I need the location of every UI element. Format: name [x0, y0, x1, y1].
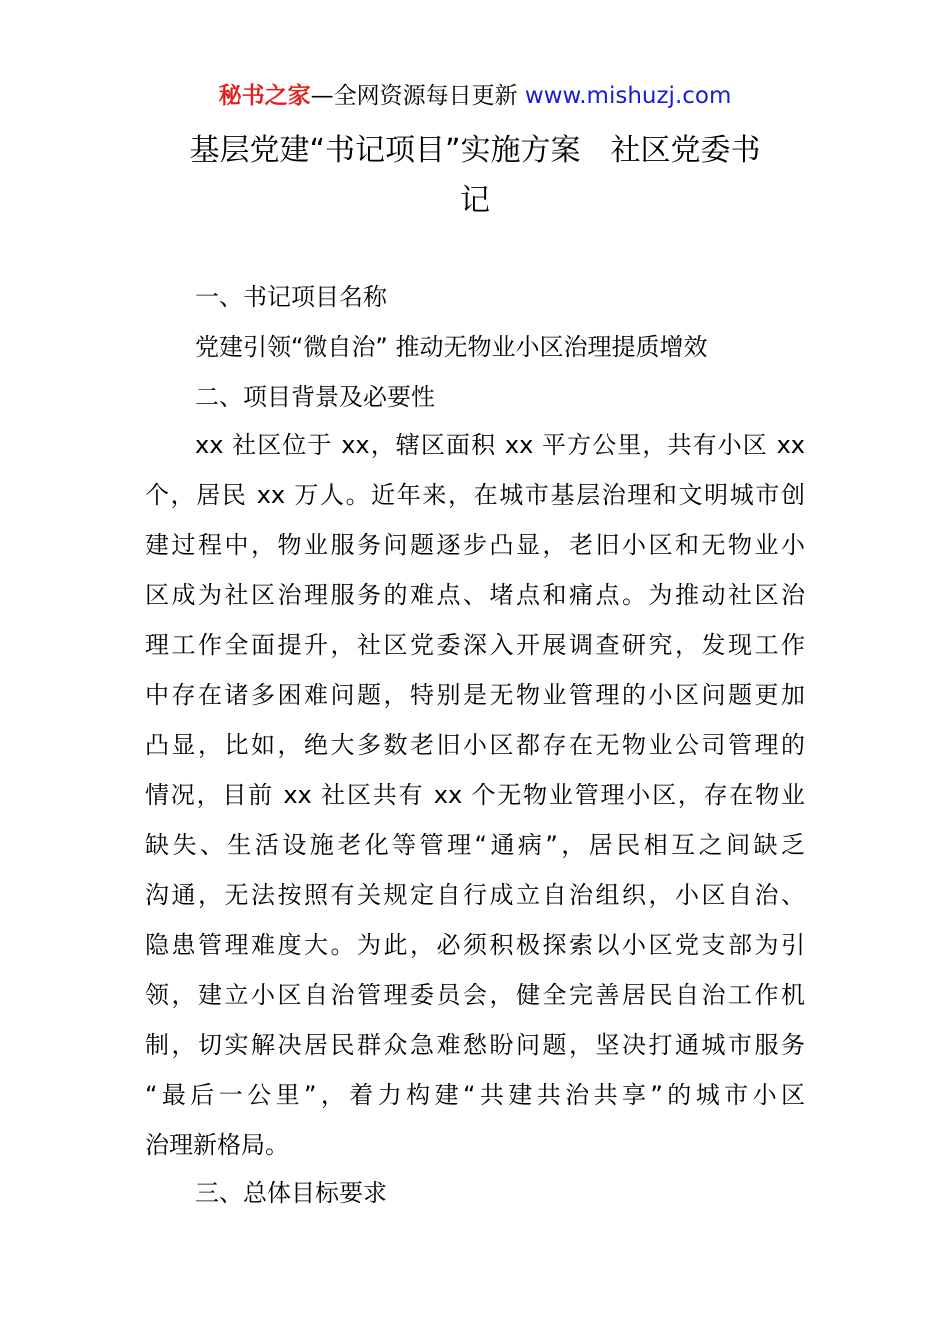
- title-line-1: 基层党建“书记项目”实施方案 社区党委书: [189, 133, 761, 168]
- section-heading: 三、总体目标要求: [195, 1179, 387, 1207]
- project-name: 党建引领“微自治” 推动无物业小区治理提质增效: [195, 333, 708, 361]
- header-tagline: —全网资源每日更新: [310, 83, 525, 109]
- section-heading: 一、书记项目名称: [195, 283, 387, 311]
- document-title: [145, 126, 805, 226]
- section-3: [145, 1168, 805, 1218]
- section-1: [145, 272, 805, 422]
- paragraph-line: 建过程中，物业服务问题逐步凸显，老旧小区和无物业小: [145, 531, 805, 559]
- section-2-body: [145, 420, 805, 1170]
- paragraph-line: xx 社区位于 xx，辖区面积 xx 平方公里，共有小区 xx: [195, 431, 805, 459]
- paragraph-line: 缺失、生活设施老化等管理“通病”，居民相互之间缺乏: [145, 831, 805, 859]
- paragraph-line: 隐患管理难度大。为此，必须积极探索以小区党支部为引: [145, 931, 805, 959]
- site-header: [0, 80, 950, 112]
- paragraph-line: 沟通，无法按照有关规定自行成立自治组织，小区自治、: [145, 881, 805, 909]
- brand-name: 秘书之家: [218, 83, 311, 109]
- title-line-2: 记: [460, 183, 490, 218]
- paragraph-line: 领，建立小区自治管理委员会，健全完善居民自治工作机: [145, 981, 805, 1009]
- site-url-link[interactable]: www.mishuzj.com: [524, 83, 732, 109]
- paragraph-line: 制，切实解决居民群众急难愁盼问题，坚决打通城市服务: [145, 1031, 805, 1059]
- section-heading: 二、项目背景及必要性: [195, 383, 435, 411]
- paragraph-line: 个，居民 xx 万人。近年来，在城市基层治理和文明城市创: [145, 481, 805, 509]
- paragraph-line: 中存在诸多困难问题，特别是无物业管理的小区问题更加: [145, 681, 805, 709]
- paragraph-line: 凸显，比如，绝大多数老旧小区都存在无物业公司管理的: [145, 731, 805, 759]
- paragraph-line: “最后一公里”，着力构建“共建共治共享”的城市小区: [145, 1081, 805, 1109]
- paragraph-line: 区成为社区治理服务的难点、堵点和痛点。为推动社区治: [145, 581, 805, 609]
- paragraph-line: 治理新格局。: [145, 1131, 289, 1159]
- paragraph-line: 情况，目前 xx 社区共有 xx 个无物业管理小区，存在物业: [145, 781, 805, 809]
- paragraph-line: 理工作全面提升，社区党委深入开展调查研究，发现工作: [145, 631, 805, 659]
